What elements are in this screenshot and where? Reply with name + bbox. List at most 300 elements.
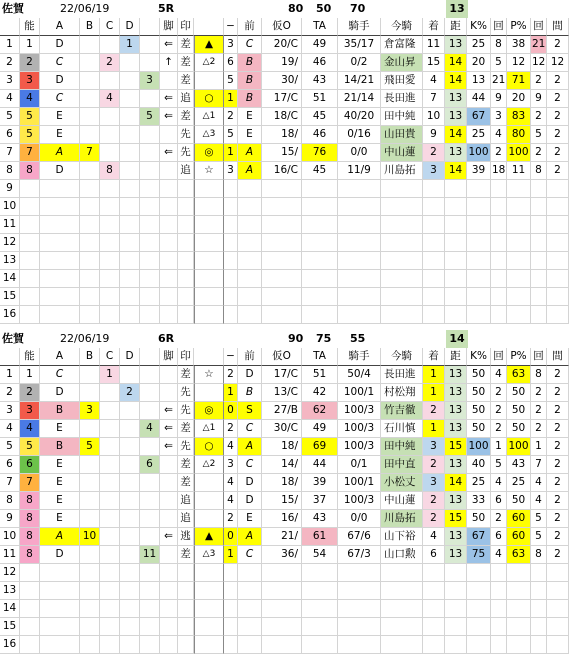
table-row[interactable] — [0, 270, 575, 288]
cell-a — [80, 366, 100, 384]
cell-imaki — [381, 216, 423, 234]
table-row[interactable] — [0, 636, 575, 654]
cell-d — [140, 216, 160, 234]
col-header-chaku: 着 — [423, 348, 445, 366]
cell-m — [224, 216, 238, 234]
cell-ashi: 先 — [178, 144, 194, 162]
cell-nou — [40, 582, 80, 600]
cell-c — [120, 492, 140, 510]
table-row[interactable] — [0, 618, 575, 636]
cell-in[interactable] — [194, 72, 224, 90]
cell-in[interactable] — [194, 252, 224, 270]
cell-imaki: 金山昇 — [381, 54, 423, 72]
cell-in[interactable]: △2 — [194, 54, 224, 72]
cell-d — [140, 234, 160, 252]
cell-w: 8 — [20, 162, 40, 180]
cell-w: 3 — [20, 402, 40, 420]
table-row[interactable] — [0, 288, 575, 306]
cell-d — [140, 162, 160, 180]
col-header-pp: P% — [507, 18, 531, 36]
cell-mm — [238, 636, 262, 654]
cell-k2 — [531, 564, 547, 582]
cell-m: 0 — [224, 402, 238, 420]
cell-pp: 60 — [507, 528, 531, 546]
table-row[interactable] — [0, 72, 575, 90]
cell-kp: 50 — [467, 510, 491, 528]
cell-m — [224, 198, 238, 216]
cell-in[interactable]: ☆ — [194, 366, 224, 384]
cell-no: 9 — [0, 510, 20, 528]
cell-zen: 18/ — [262, 126, 302, 144]
table-row[interactable] — [0, 234, 575, 252]
cell-a: 3 — [80, 402, 100, 420]
table-row[interactable] — [0, 162, 575, 180]
col-header-k1: 回 — [491, 348, 507, 366]
cell-arr — [160, 72, 178, 90]
table-row[interactable] — [0, 144, 575, 162]
cell-b — [100, 144, 120, 162]
cell-no: 7 — [0, 474, 20, 492]
cell-k1: 3 — [491, 108, 507, 126]
cell-ashi: 追 — [178, 162, 194, 180]
cell-imaki: 長田進 — [381, 366, 423, 384]
cell-ashi: 差 — [178, 108, 194, 126]
cell-k2: 5 — [531, 528, 547, 546]
col-header-a: B — [80, 18, 100, 36]
cell-b — [100, 36, 120, 54]
cell-in[interactable] — [194, 474, 224, 492]
cell-imaki — [381, 636, 423, 654]
cell-k1 — [491, 288, 507, 306]
cell-d: 3 — [140, 72, 160, 90]
cell-kan: 2 — [547, 474, 569, 492]
cell-k1: 4 — [491, 126, 507, 144]
cell-chaku: 1 — [423, 420, 445, 438]
table-row[interactable] — [0, 600, 575, 618]
cell-a — [80, 162, 100, 180]
table-row[interactable] — [0, 180, 575, 198]
table-row[interactable] — [0, 564, 575, 582]
cell-a — [80, 492, 100, 510]
cell-chaku: 11 — [423, 36, 445, 54]
cell-ta — [302, 288, 338, 306]
cell-k2 — [531, 216, 547, 234]
cell-nou: E — [40, 474, 80, 492]
cell-kishu: 21/14 — [338, 90, 381, 108]
cell-w — [20, 180, 40, 198]
cell-kan: 2 — [547, 528, 569, 546]
cell-zen: 14/ — [262, 456, 302, 474]
table-row[interactable] — [0, 54, 575, 72]
cell-pp — [507, 636, 531, 654]
cell-kishu — [338, 180, 381, 198]
cell-kyori — [445, 270, 467, 288]
cell-no: 13 — [0, 582, 20, 600]
cell-in[interactable] — [194, 288, 224, 306]
cell-pp — [507, 618, 531, 636]
cell-kp — [467, 288, 491, 306]
cell-k1 — [491, 216, 507, 234]
cell-no: 2 — [0, 384, 20, 402]
cell-k1: 5 — [491, 456, 507, 474]
cell-w: 8 — [20, 510, 40, 528]
cell-c — [120, 546, 140, 564]
cell-pp — [507, 288, 531, 306]
cell-d — [140, 528, 160, 546]
cell-pp — [507, 270, 531, 288]
cell-w: 2 — [20, 54, 40, 72]
cell-b: 4 — [100, 90, 120, 108]
cell-nou — [40, 198, 80, 216]
cell-mm — [238, 252, 262, 270]
race-number: 6R — [158, 332, 175, 345]
cell-kp: 13 — [467, 72, 491, 90]
cell-c — [120, 564, 140, 582]
cell-zen: 17/C — [262, 366, 302, 384]
cell-ashi — [178, 636, 194, 654]
cell-pp — [507, 600, 531, 618]
cell-c — [120, 438, 140, 456]
cell-k2: 4 — [531, 474, 547, 492]
cell-pp — [507, 234, 531, 252]
cell-kan — [547, 600, 569, 618]
cell-a — [80, 456, 100, 474]
cell-ashi: 差 — [178, 474, 194, 492]
cell-zen: 16/ — [262, 510, 302, 528]
cell-d — [140, 402, 160, 420]
cell-in[interactable] — [194, 510, 224, 528]
cell-kan: 2 — [547, 90, 569, 108]
cell-imaki: 川島拓 — [381, 510, 423, 528]
cell-kan — [547, 288, 569, 306]
cell-ashi — [178, 252, 194, 270]
cell-w: 8 — [20, 546, 40, 564]
cell-w — [20, 618, 40, 636]
cell-in[interactable]: △1 — [194, 108, 224, 126]
cell-k1: 1 — [491, 438, 507, 456]
cell-nou: B — [40, 438, 80, 456]
cell-in[interactable]: ▲ — [194, 36, 224, 54]
cell-m — [224, 234, 238, 252]
cell-imaki: 中山蓮 — [381, 492, 423, 510]
cell-kyori: 14 — [445, 72, 467, 90]
table-row[interactable] — [0, 384, 575, 402]
cell-in[interactable] — [194, 582, 224, 600]
cell-in[interactable] — [194, 600, 224, 618]
cell-a — [80, 510, 100, 528]
cell-kishu: 100/1 — [338, 384, 381, 402]
table-row[interactable] — [0, 456, 575, 474]
cell-c — [120, 126, 140, 144]
cell-k1 — [491, 600, 507, 618]
cell-nou — [40, 306, 80, 324]
cell-in[interactable]: ◎ — [194, 402, 224, 420]
cell-b — [100, 306, 120, 324]
table-row[interactable] — [0, 252, 575, 270]
col-header-kyori: 距 — [445, 348, 467, 366]
cell-b — [100, 528, 120, 546]
cell-kyori — [445, 198, 467, 216]
cell-zen: 19/ — [262, 54, 302, 72]
cell-arr — [160, 564, 178, 582]
cell-d — [140, 474, 160, 492]
cell-mm: S — [238, 402, 262, 420]
cell-pp: 83 — [507, 108, 531, 126]
cell-nou: E — [40, 510, 80, 528]
table-row[interactable] — [0, 474, 575, 492]
cell-pp: 25 — [507, 474, 531, 492]
cell-m — [224, 600, 238, 618]
cell-imaki — [381, 234, 423, 252]
cell-arr — [160, 492, 178, 510]
cell-zen: 17/C — [262, 90, 302, 108]
cell-k2: 2 — [531, 384, 547, 402]
cell-pp: 12 — [507, 54, 531, 72]
cell-ta — [302, 198, 338, 216]
cell-nou: E — [40, 126, 80, 144]
cell-in[interactable] — [194, 492, 224, 510]
cell-k2 — [531, 636, 547, 654]
cell-k2: 12 — [531, 54, 547, 72]
col-header-kp: K% — [467, 18, 491, 36]
cell-in[interactable]: ◎ — [194, 144, 224, 162]
table-row[interactable] — [0, 546, 575, 564]
cell-mm — [238, 216, 262, 234]
cell-pp — [507, 306, 531, 324]
col-header-mm: 前 — [238, 348, 262, 366]
cell-ta — [302, 252, 338, 270]
cell-zen: 18/ — [262, 474, 302, 492]
cell-ta: 43 — [302, 510, 338, 528]
cell-k2: 2 — [531, 72, 547, 90]
cell-pp: 50 — [507, 420, 531, 438]
cell-arr — [160, 600, 178, 618]
cell-in[interactable] — [194, 216, 224, 234]
cell-kp — [467, 198, 491, 216]
cell-chaku: 2 — [423, 402, 445, 420]
cell-c — [120, 198, 140, 216]
cell-imaki: 川島拓 — [381, 162, 423, 180]
cell-mm: C — [238, 456, 262, 474]
cell-k2: 5 — [531, 126, 547, 144]
cell-kyori: 14 — [445, 162, 467, 180]
cell-ashi — [178, 306, 194, 324]
cell-w: 4 — [20, 90, 40, 108]
cell-b — [100, 108, 120, 126]
cell-in[interactable]: △3 — [194, 546, 224, 564]
cell-imaki — [381, 180, 423, 198]
cell-a — [80, 36, 100, 54]
cell-kan: 2 — [547, 72, 569, 90]
cell-w — [20, 216, 40, 234]
cell-ta: 51 — [302, 366, 338, 384]
table-row[interactable] — [0, 36, 575, 54]
cell-kp — [467, 618, 491, 636]
cell-ashi: 逃 — [178, 528, 194, 546]
table-row[interactable] — [0, 438, 575, 456]
table-row[interactable] — [0, 126, 575, 144]
cell-m — [224, 270, 238, 288]
header-value-1: 90 — [288, 332, 304, 345]
cell-no: 16 — [0, 636, 20, 654]
table-row[interactable] — [0, 198, 575, 216]
cell-nou: D — [40, 162, 80, 180]
cell-in[interactable]: △1 — [194, 420, 224, 438]
cell-zen: 20/C — [262, 36, 302, 54]
cell-k2 — [531, 600, 547, 618]
table-row[interactable] — [0, 306, 575, 324]
cell-d — [140, 618, 160, 636]
cell-chaku: 3 — [423, 438, 445, 456]
cell-k2 — [531, 180, 547, 198]
cell-nou: E — [40, 420, 80, 438]
cell-a — [80, 54, 100, 72]
cell-kan: 12 — [547, 54, 569, 72]
table-row[interactable] — [0, 582, 575, 600]
cell-no: 3 — [0, 402, 20, 420]
table-row[interactable] — [0, 420, 575, 438]
table-row[interactable] — [0, 90, 575, 108]
cell-arr — [160, 546, 178, 564]
cell-no: 14 — [0, 600, 20, 618]
cell-a — [80, 306, 100, 324]
cell-in[interactable] — [194, 270, 224, 288]
cell-kishu: 67/6 — [338, 528, 381, 546]
cell-in[interactable] — [194, 636, 224, 654]
cell-nou — [40, 234, 80, 252]
cell-imaki: 竹吉徹 — [381, 402, 423, 420]
cell-d — [140, 564, 160, 582]
cell-in[interactable]: ○ — [194, 90, 224, 108]
cell-kp: 50 — [467, 402, 491, 420]
cell-a — [80, 582, 100, 600]
cell-c — [120, 600, 140, 618]
cell-d — [140, 582, 160, 600]
cell-b — [100, 72, 120, 90]
cell-mm: A — [238, 144, 262, 162]
cell-kan: 2 — [547, 108, 569, 126]
race-block-6R — [0, 330, 575, 660]
table-row[interactable] — [0, 402, 575, 420]
cell-chaku — [423, 288, 445, 306]
cell-mm — [238, 270, 262, 288]
cell-nou: D — [40, 384, 80, 402]
cell-no: 10 — [0, 198, 20, 216]
cell-m — [224, 252, 238, 270]
cell-in[interactable] — [194, 306, 224, 324]
cell-c — [120, 162, 140, 180]
cell-ta: 39 — [302, 474, 338, 492]
cell-k1: 4 — [491, 474, 507, 492]
col-header-kp: K% — [467, 348, 491, 366]
table-row[interactable] — [0, 510, 575, 528]
cell-no: 4 — [0, 420, 20, 438]
cell-ta — [302, 636, 338, 654]
cell-mm: B — [238, 54, 262, 72]
cell-in[interactable] — [194, 384, 224, 402]
cell-in[interactable] — [194, 198, 224, 216]
cell-k2 — [531, 234, 547, 252]
cell-zen: 30/ — [262, 72, 302, 90]
table-row[interactable] — [0, 528, 575, 546]
cell-w — [20, 636, 40, 654]
cell-no: 11 — [0, 546, 20, 564]
col-header-w: 能 — [20, 348, 40, 366]
cell-kyori — [445, 216, 467, 234]
cell-in[interactable]: ▲ — [194, 528, 224, 546]
cell-kp: 50 — [467, 366, 491, 384]
cell-pp: 11 — [507, 162, 531, 180]
cell-c — [120, 474, 140, 492]
cell-kp — [467, 234, 491, 252]
table-row[interactable] — [0, 492, 575, 510]
cell-w: 1 — [20, 36, 40, 54]
cell-k2 — [531, 306, 547, 324]
cell-chaku: 2 — [423, 144, 445, 162]
table-row[interactable] — [0, 216, 575, 234]
cell-k2: 2 — [531, 108, 547, 126]
cell-arr — [160, 366, 178, 384]
cell-imaki: 山口勲 — [381, 546, 423, 564]
cell-kishu — [338, 618, 381, 636]
cell-in[interactable] — [194, 618, 224, 636]
cell-m: 2 — [224, 108, 238, 126]
cell-kyori — [445, 288, 467, 306]
cell-imaki — [381, 252, 423, 270]
cell-kan — [547, 198, 569, 216]
cell-kan: 2 — [547, 384, 569, 402]
cell-kyori: 13 — [445, 546, 467, 564]
cell-in[interactable]: ○ — [194, 438, 224, 456]
cell-nou: D — [40, 36, 80, 54]
cell-mm: B — [238, 90, 262, 108]
cell-zen — [262, 198, 302, 216]
table-row[interactable] — [0, 108, 575, 126]
cell-mm — [238, 198, 262, 216]
cell-in[interactable]: △3 — [194, 126, 224, 144]
cell-zen — [262, 234, 302, 252]
cell-m: 4 — [224, 438, 238, 456]
cell-kan: 2 — [547, 366, 569, 384]
cell-c — [120, 528, 140, 546]
cell-kp: 44 — [467, 90, 491, 108]
cell-w: 4 — [20, 420, 40, 438]
cell-chaku: 15 — [423, 54, 445, 72]
cell-imaki: 小松丈 — [381, 474, 423, 492]
cell-arr — [160, 234, 178, 252]
cell-zen: 15/ — [262, 144, 302, 162]
col-header-k1: 回 — [491, 18, 507, 36]
cell-b — [100, 384, 120, 402]
cell-in[interactable] — [194, 234, 224, 252]
cell-w — [20, 582, 40, 600]
cell-imaki — [381, 288, 423, 306]
col-header-pp: P% — [507, 348, 531, 366]
table-row[interactable] — [0, 366, 575, 384]
cell-k2: 21 — [531, 36, 547, 54]
cell-in[interactable] — [194, 564, 224, 582]
cell-kishu — [338, 234, 381, 252]
cell-kishu — [338, 198, 381, 216]
cell-in[interactable] — [194, 180, 224, 198]
cell-kp — [467, 564, 491, 582]
cell-in[interactable]: ☆ — [194, 162, 224, 180]
cell-in[interactable]: △2 — [194, 456, 224, 474]
cell-w — [20, 288, 40, 306]
cell-b — [100, 582, 120, 600]
cell-ta — [302, 564, 338, 582]
cell-kan — [547, 180, 569, 198]
